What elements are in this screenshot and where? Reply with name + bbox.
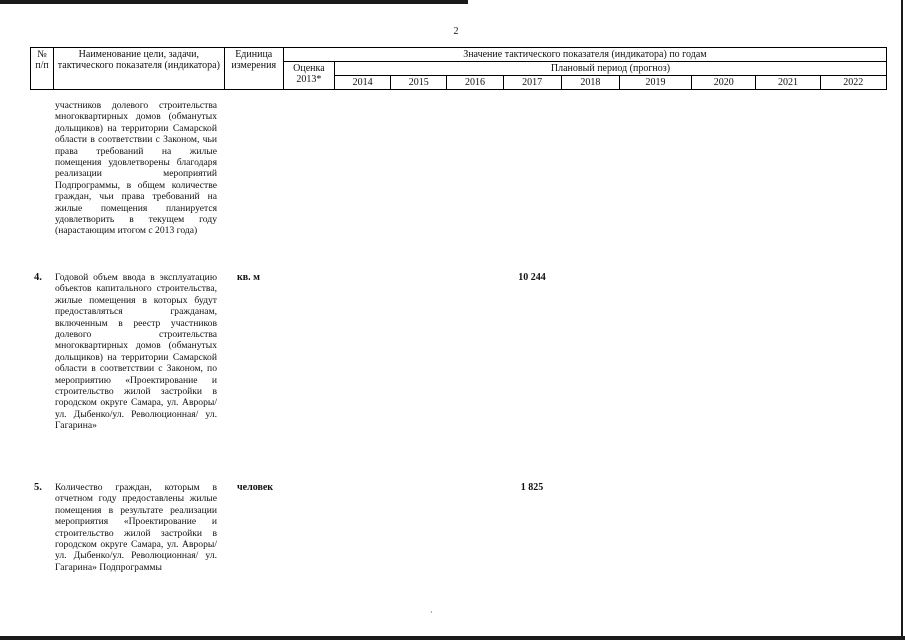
row-unit: кв. м xyxy=(237,272,260,283)
header-year: 2016 xyxy=(447,76,503,90)
header-year: 2015 xyxy=(391,76,447,90)
page-number: 2 xyxy=(453,26,459,37)
header-year: 2021 xyxy=(756,76,820,90)
row-name-continuation: участников долевого строительства многоквартирных домов (обманутых дольщиков) на территории Самарской области в соответствии с Законом, чьи права требований на жилые помещения удовлетворены благодаря реализации мероприятий Подпрограммы, в общем количестве граждан, чьи права требований на жилые помещения планируется удовлетворить в текущем году (нарастающим итогом с 2013 года) xyxy=(55,100,217,237)
header-year: 2022 xyxy=(820,76,886,90)
row-name: Годовой объем ввода в эксплуатацию объектов капитального строительства, жилые помещения в которых будут предоставляться гражданам, включенным в реестр участников долевого строительства многоквартирных домов (обманутых дольщиков) на территории Самарской области в соответствии с Законом, по мероприятию «Проектирование и строительство жилой застройки в городском округе Самара, ул. Авроры/ ул. Дыбенко/ул. Революционная/ ул. Гагарина» xyxy=(55,272,217,432)
row-number: 4. xyxy=(34,272,42,283)
row-value: 1 825 xyxy=(520,482,544,493)
scan-speck: · xyxy=(430,608,433,617)
top-border-line xyxy=(0,0,468,4)
header-values: Значение тактического показателя (индикатора) по годам xyxy=(283,48,886,62)
row-unit: человек xyxy=(237,482,274,493)
row-name: Количество граждан, которым в отчетном году предоставлены жилые помещения в результате реализации мероприятия «Проектирование и строительство жилой застройки в городском округе Самара, ул. Авроры/ ул. Дыбенко/ул. Революционная/ ул. Гагарина» Подпрограммы xyxy=(55,482,217,573)
header-num: № п/п xyxy=(31,48,54,90)
header-year: 2018 xyxy=(561,76,619,90)
row-number: 5. xyxy=(34,482,42,493)
header-year: 2014 xyxy=(334,76,390,90)
header-unit: Единица измерения xyxy=(224,48,283,90)
header-estimate: Оценка 2013* xyxy=(283,62,334,90)
indicator-table-header xyxy=(30,47,887,90)
right-border-line xyxy=(901,0,903,640)
header-year: 2020 xyxy=(692,76,756,90)
bottom-border-line xyxy=(0,636,905,640)
header-name: Наименование цели, задачи, тактического показателя (индикатора) xyxy=(54,48,225,90)
header-year: 2017 xyxy=(503,76,561,90)
header-plan: Плановый период (прогноз) xyxy=(334,62,886,76)
header-year: 2019 xyxy=(619,76,691,90)
row-value: 10 244 xyxy=(518,272,546,283)
